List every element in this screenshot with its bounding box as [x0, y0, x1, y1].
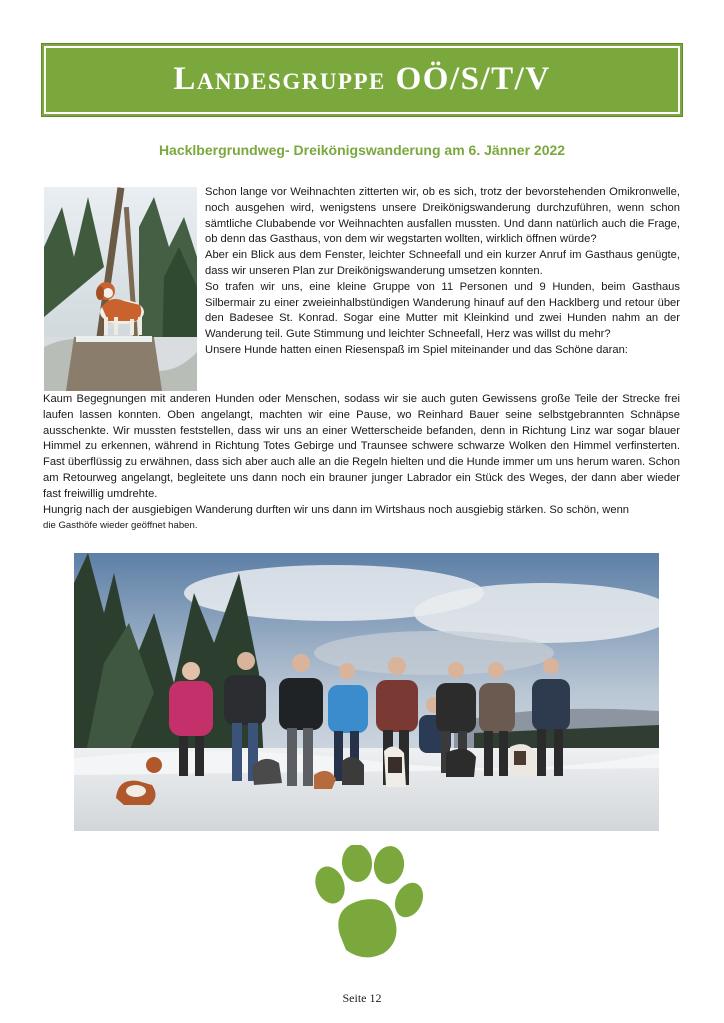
header-banner: [41, 43, 683, 117]
article-paragraph: So trafen wir uns, eine kleine Gruppe von 11 Personen und 9 Hunden, beim Gasthaus Silbermair zu einer zweieinhalbstündigen Wanderung hinauf auf den Hacklberg und retour über den Badesee St. Konrad. Sogar eine Mutter mit Kleinkind und zwei Hunden nahm an der Wanderung teil. Gute Stimmung und leichter Schneefall, Herz was willst du mehr?: [205, 280, 680, 341]
article-closing-small: die Gasthöfe wieder geöffnet haben.: [43, 520, 198, 532]
article-paragraph: Schon lange vor Weihnachten zitterten wir, ob es sich, trotz der bevorstehenden Omikronwelle, noch ausgehen wird, wenigstens unsere Dreikönigswanderung durchzuführen, wenn schon sämtliche Clubabende vor Weihnachten ausfallen mussten. Und dann natürlich auch die Frage, ob denn das Gasthaus, von dem wir wegstarten wollten, wirklich öffnen würde?: [205, 186, 680, 246]
article-paragraph: Aber ein Blick aus dem Fenster, leichter Schneefall und ein kurzer Anruf im Gasthaus genügte, dass wir unseren Plan zur Dreikönigswanderung umsetzen konnten.: [205, 249, 680, 277]
group-photo: [74, 553, 659, 831]
dog-photo: [44, 187, 197, 391]
article-title: Hacklbergrundweg- Dreikönigswanderung am 6. Jänner 2022: [158, 142, 566, 158]
paw-print-icon: [312, 845, 424, 960]
page-number: Seite 12: [342, 991, 382, 1005]
article-paragraph: Unsere Hunde hatten einen Riesenspaß im Spiel miteinander und das Schöne daran:: [205, 343, 628, 356]
article-paragraph: Kaum Begegnungen mit anderen Hunden oder Menschen, sodass wir sie auch guten Gewissens große Teile der Strecke frei laufen lassen konnten. Oben angelangt, machten wir eine Pause, wo Reinhard Bauer seine selbstgebrannten Schnäpse ausschenkte. Wir mussten feststellen, dass wir uns an einer Wetterscheide befanden, denn in Richtung Linz war sogar blauer Himmel zu erkennen, während in Richtung Totes Gebirge und Traunsee schwere schwarze Wolken den Himmel verfinsterten. Fast überflüssig zu erwähnen, dass sich aber auch alle an die Regeln hielten und die Hunde immer um uns herum waren. Schon am Retourweg angelangt, begleitete uns dann noch ein brauner junger Labrador ein Stück des Weges, der dann aber wieder fast freiwillig umdrehte.: [43, 393, 680, 500]
article-wrapped-text: [205, 185, 680, 359]
article-full-text: [43, 392, 680, 534]
page-header-title: Landesgruppe OÖ/S/T/V: [173, 61, 551, 97]
article-closing: Hungrig nach der ausgiebigen Wanderung durften wir uns dann im Wirtshaus noch ausgiebig stärken. So schön, wenn: [43, 503, 630, 516]
